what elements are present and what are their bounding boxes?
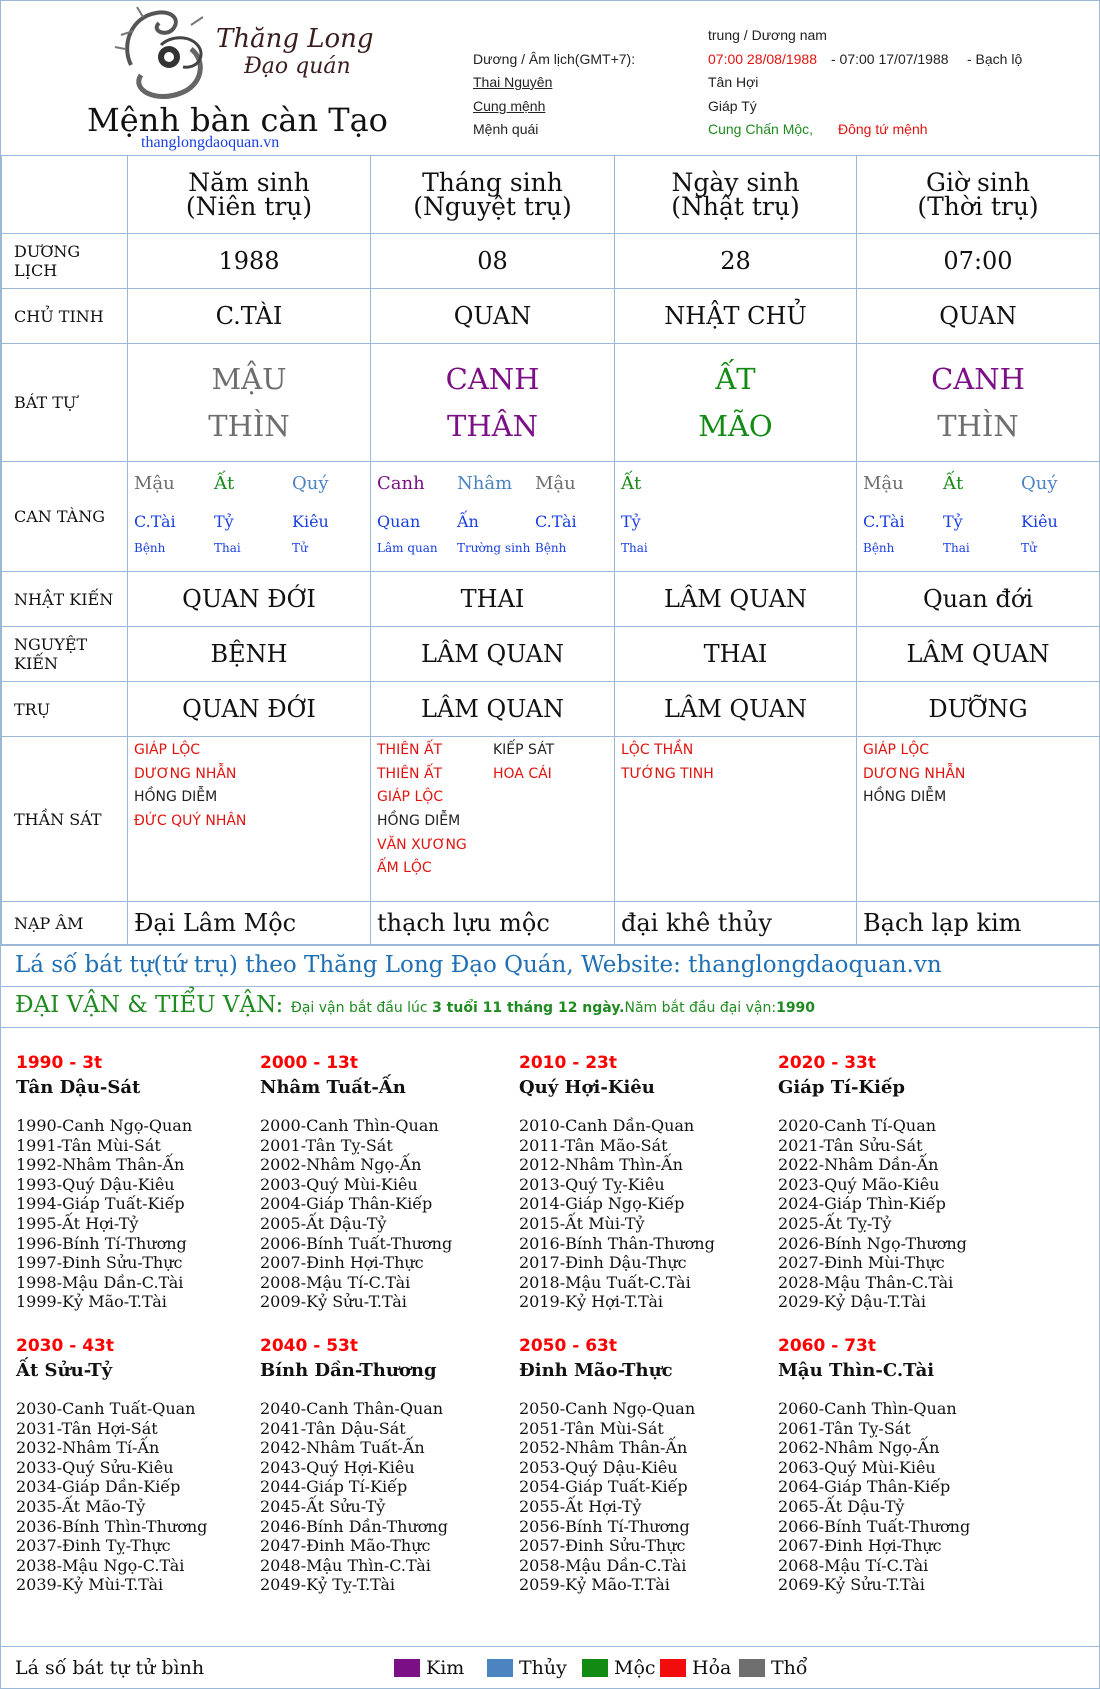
tieu-van-list xyxy=(260,1116,452,1312)
period-name: Đinh Mão-Thực xyxy=(519,1360,673,1381)
pillar-header-gio xyxy=(857,156,1100,234)
tieu-van-item: 1991-Tân Mùi-Sát xyxy=(16,1135,161,1155)
bat-tu-cell xyxy=(128,344,371,462)
tieu-van-item: 2030-Canh Tuất-Quan xyxy=(16,1399,196,1418)
tieu-van-list xyxy=(519,1399,695,1595)
dia-chi: THÌN xyxy=(937,408,1019,443)
than-sat-item: DƯƠNG NHẪN xyxy=(863,765,966,782)
tieu-van-item: 2038-Mậu Ngọ-C.Tài xyxy=(16,1555,185,1575)
can-tang-stem: Mậu xyxy=(134,472,175,494)
pillar-header-ngay xyxy=(615,156,857,234)
period-years: 2010 - 23t xyxy=(519,1053,617,1073)
than-sat-item: HỒNG DIỄM xyxy=(134,788,218,805)
pillar-header-line1: Tháng sinh xyxy=(422,167,563,197)
tieu-van-item: 2066-Bính Tuất-Thương xyxy=(778,1516,971,1536)
tieu-van-item: 2060-Canh Thìn-Quan xyxy=(778,1399,957,1418)
nguyet-kien-value: THAI xyxy=(615,627,857,682)
nhat-kien-value: Quan đới xyxy=(857,572,1100,627)
legend-label: Kim xyxy=(426,1657,465,1679)
tieu-van-item: 2006-Bính Tuất-Thương xyxy=(260,1233,453,1253)
legend-swatch-tho xyxy=(739,1659,765,1677)
dai-van-desc-text: Đại vận bắt đầu lúc xyxy=(291,1000,428,1016)
tieu-van-item: 2043-Quý Hợi-Kiêu xyxy=(260,1457,415,1477)
tieu-van-item: 2041-Tân Dậu-Sát xyxy=(260,1418,406,1438)
can-tang-god: Kiêu xyxy=(1021,511,1058,531)
thien-can: ẤT xyxy=(715,361,756,396)
tieu-van-list xyxy=(16,1116,192,1312)
period-years: 2020 - 33t xyxy=(778,1053,876,1073)
than-sat-cell xyxy=(128,737,371,902)
cung-menh-link[interactable]: Cung mệnh xyxy=(473,98,546,114)
dai-van-period xyxy=(778,1053,967,1312)
thien-can: MẬU xyxy=(211,361,287,396)
tieu-van-item: 2050-Canh Ngọ-Quan xyxy=(519,1399,696,1418)
logo-text-line2: Đạo quán xyxy=(244,54,351,79)
tieu-van-item: 2015-Ất Mùi-Tỷ xyxy=(519,1213,645,1233)
page-title: Mệnh bàn càn Tạo xyxy=(87,101,388,139)
can-tang-cell xyxy=(857,462,1100,572)
tagline-strip xyxy=(1,945,1099,986)
can-tang-stem: Quý xyxy=(292,472,329,494)
row-label: THẦN SÁT xyxy=(2,737,128,902)
tieu-van-item: 2039-Kỷ Mùi-T.Tài xyxy=(16,1575,164,1595)
tieu-van-item: 2011-Tân Mão-Sát xyxy=(519,1135,668,1155)
than-sat-row xyxy=(2,737,1100,902)
can-tang-stem: Ất xyxy=(943,472,964,494)
tieu-van-item: 2064-Giáp Thân-Kiếp xyxy=(778,1477,951,1497)
period-name: Nhâm Tuất-Ấn xyxy=(260,1077,406,1098)
period-years: 2000 - 13t xyxy=(260,1053,358,1073)
tieu-van-item: 2007-Đinh Hợi-Thực xyxy=(260,1253,424,1273)
menh-quai-label: Mệnh quái xyxy=(473,121,539,137)
nguyet-kien-value: LÂM QUAN xyxy=(371,627,615,682)
tieu-van-item: 2013-Quý Tỵ-Kiêu xyxy=(519,1174,665,1194)
can-tang-stem: Ất xyxy=(621,472,642,494)
tru-value: LÂM QUAN xyxy=(615,682,857,737)
tieu-van-item: 2042-Nhâm Tuất-Ấn xyxy=(260,1438,425,1458)
nhat-kien-value: QUAN ĐỚI xyxy=(128,572,371,627)
bach-lo-text: - Bạch lộ xyxy=(967,51,1023,67)
than-sat-item: KIẾP SÁT xyxy=(493,741,555,758)
tieu-van-item: 1998-Mậu Dần-C.Tài xyxy=(16,1272,184,1292)
can-tang-god: Kiêu xyxy=(292,511,329,531)
bat-tu-cell xyxy=(615,344,857,462)
tieu-van-item: 2057-Đinh Sửu-Thực xyxy=(519,1536,686,1556)
dai-van-heading-strip xyxy=(1,986,1099,1028)
tieu-van-item: 2018-Mậu Tuất-C.Tài xyxy=(519,1272,691,1292)
duong-lich-date: 07:00 28/08/1988 xyxy=(708,51,817,67)
can-tang-stem: Quý xyxy=(1021,472,1058,494)
pillar-header-thang xyxy=(371,156,615,234)
tieu-van-item: 2052-Nhâm Thân-Ấn xyxy=(519,1438,688,1458)
tieu-van-item: 2053-Quý Dậu-Kiêu xyxy=(519,1457,678,1477)
period-years: 2050 - 63t xyxy=(519,1336,617,1356)
place-value: Tân Hợi xyxy=(708,74,759,90)
than-sat-item: GIÁP LỘC xyxy=(377,788,444,805)
header xyxy=(1,1,1099,155)
tieu-van-item: 2044-Giáp Tí-Kiếp xyxy=(260,1477,408,1497)
pillar-header-line1: Năm sinh xyxy=(188,167,310,197)
nap-am-value: Đại Lâm Mộc xyxy=(128,902,371,945)
chu-tinh-value: QUAN xyxy=(371,289,615,344)
than-sat-item: ĐỨC QUÝ NHÂN xyxy=(134,812,247,829)
logo-text xyxy=(216,25,374,81)
tieu-van-item: 2067-Đinh Hợi-Thực xyxy=(778,1536,942,1556)
tieu-van-item: 2028-Mậu Thân-C.Tài xyxy=(778,1272,954,1292)
row-label: TRỤ xyxy=(2,682,128,737)
tru-value: QUAN ĐỚI xyxy=(128,682,371,737)
can-tang-cell xyxy=(371,462,615,572)
can-tang-cell xyxy=(615,462,857,572)
tieu-van-item: 2047-Đinh Mão-Thực xyxy=(260,1536,431,1556)
legend-label: Thủy xyxy=(519,1657,567,1679)
tieu-van-list xyxy=(260,1399,448,1595)
tieu-van-item: 2012-Nhâm Thìn-Ấn xyxy=(519,1155,683,1175)
period-years: 1990 - 3t xyxy=(16,1053,103,1073)
tieu-van-item: 2048-Mậu Thìn-C.Tài xyxy=(260,1555,431,1575)
tieu-van-item: 2004-Giáp Thân-Kiếp xyxy=(260,1194,433,1214)
tieu-van-item: 2031-Tân Hợi-Sát xyxy=(16,1418,158,1438)
than-sat-item: GIÁP LỘC xyxy=(863,741,930,758)
than-sat-cell xyxy=(615,737,857,902)
can-tang-stem: Nhâm xyxy=(457,472,513,494)
corner-cell xyxy=(2,156,128,234)
tieu-van-item: 2055-Ất Hợi-Tỷ xyxy=(519,1496,642,1516)
tieu-van-item: 2032-Nhâm Tí-Ấn xyxy=(16,1438,160,1458)
row-label: CAN TÀNG xyxy=(2,462,128,572)
can-tang-god: Tỷ xyxy=(943,511,963,531)
tieu-van-item: 2062-Nhâm Ngọ-Ấn xyxy=(778,1438,940,1458)
dai-van-period xyxy=(16,1336,207,1595)
tieu-van-item: 2051-Tân Mùi-Sát xyxy=(519,1418,664,1438)
legend-label: Thổ xyxy=(771,1657,808,1679)
tru-value: LÂM QUAN xyxy=(371,682,615,737)
tieu-van-item: 2029-Kỷ Dậu-T.Tài xyxy=(778,1292,926,1312)
than-sat-item: LỘC THẦN xyxy=(621,741,694,758)
can-tang-stage: Tử xyxy=(1021,540,1037,555)
than-sat-item: TƯỚNG TINH xyxy=(621,765,714,782)
tieu-van-item: 2033-Quý Sửu-Kiêu xyxy=(16,1457,174,1477)
menh-quai-value: Cung Chấn Mộc, xyxy=(708,121,814,137)
than-sat-item: HỒNG DIỄM xyxy=(863,788,947,805)
dia-chi: THÌN xyxy=(208,408,290,443)
can-tang-stage: Thai xyxy=(943,540,970,555)
than-sat-item: GIÁP LỘC xyxy=(134,741,201,758)
than-sat-item: HOA CÁI xyxy=(493,765,552,782)
tieu-van-item: 2068-Mậu Tí-C.Tài xyxy=(778,1555,929,1575)
place-link[interactable]: Thai Nguyên xyxy=(473,74,553,90)
can-tang-stage: Lâm quan xyxy=(377,540,438,555)
dai-van-period xyxy=(260,1336,448,1595)
can-tang-stem: Mậu xyxy=(535,472,576,494)
row-label: NẠP ÂM xyxy=(2,902,128,945)
tieu-van-item: 2065-Ất Dậu-Tỷ xyxy=(778,1496,905,1516)
tieu-van-item: 2058-Mậu Dần-C.Tài xyxy=(519,1555,687,1575)
tieu-van-item: 1995-Ất Hợi-Tỷ xyxy=(16,1213,139,1233)
can-tang-god: Tỷ xyxy=(621,511,641,531)
thien-can: CANH xyxy=(445,361,540,396)
can-tang-stem: Ất xyxy=(214,472,235,494)
am-lich-date: - 07:00 17/07/1988 xyxy=(831,51,949,67)
tieu-van-item: 2026-Bính Ngọ-Thương xyxy=(778,1233,967,1253)
tieu-van-item: 1996-Bính Tí-Thương xyxy=(16,1233,187,1253)
tieu-van-list xyxy=(778,1116,967,1312)
dong-tu-menh: Đông tứ mệnh xyxy=(838,121,928,137)
tieu-van-item: 2034-Giáp Dần-Kiếp xyxy=(16,1477,181,1497)
dia-chi: THÂN xyxy=(447,408,538,443)
tieu-van-item: 2023-Quý Mão-Kiêu xyxy=(778,1174,940,1194)
legend-swatch-moc xyxy=(582,1659,608,1677)
can-tang-stem: Canh xyxy=(377,472,425,494)
chu-tinh-value: C.TÀI xyxy=(128,289,371,344)
bat-tu-table xyxy=(1,155,1100,945)
period-name: Ất Sửu-Tỷ xyxy=(16,1360,113,1381)
chu-tinh-value: NHẬT CHỦ xyxy=(615,289,857,344)
than-sat-item: DƯƠNG NHẪN xyxy=(134,765,237,782)
tieu-van-item: 2008-Mậu Tí-C.Tài xyxy=(260,1272,411,1292)
tieu-van-item: 2021-Tân Sửu-Sát xyxy=(778,1135,923,1155)
nap-am-value: thạch lựu mộc xyxy=(371,902,615,945)
row-label: CHỦ TINH xyxy=(2,289,128,344)
can-tang-god: C.Tài xyxy=(863,511,905,531)
row-label: BÁT TỰ xyxy=(2,344,128,462)
tieu-van-item: 2054-Giáp Tuất-Kiếp xyxy=(519,1477,688,1497)
tieu-van-item: 2010-Canh Dần-Quan xyxy=(519,1116,695,1135)
gender-text: trung / Dương nam xyxy=(708,27,827,43)
dai-van-period xyxy=(519,1336,695,1595)
tieu-van-item: 2000-Canh Thìn-Quan xyxy=(260,1116,439,1135)
can-tang-god: C.Tài xyxy=(535,511,577,531)
tagline-text: Lá số bát tự(tứ trụ) theo Thăng Long Đạo Quán, Website: thanglongdaoquan.vn xyxy=(15,952,942,978)
chu-tinh-row xyxy=(2,289,1100,344)
legend-swatch-hoa xyxy=(660,1659,686,1677)
can-tang-god: Tỷ xyxy=(214,511,234,531)
than-sat-item: THIÊN ẤT xyxy=(377,741,443,758)
tru-value: DƯỠNG xyxy=(857,682,1100,737)
dai-van-period xyxy=(16,1053,192,1312)
period-years: 2030 - 43t xyxy=(16,1336,114,1356)
nguyet-kien-value: LÂM QUAN xyxy=(857,627,1100,682)
dia-chi: MÃO xyxy=(698,408,773,443)
dai-van-period xyxy=(519,1053,715,1312)
row-label: NHẬT KIẾN xyxy=(2,572,128,627)
nhat-kien-value: LÂM QUAN xyxy=(615,572,857,627)
tieu-van-item: 2059-Kỷ Mão-T.Tài xyxy=(519,1575,670,1595)
logo-text-line1: Thăng Long xyxy=(216,24,374,54)
can-tang-god: Ấn xyxy=(457,511,479,531)
than-sat-item: ẤM LỘC xyxy=(377,859,432,876)
tieu-van-item: 1992-Nhâm Thân-Ấn xyxy=(16,1155,185,1175)
dai-van-start-year: 1990 xyxy=(776,1000,816,1016)
duong-lich-value: 1988 xyxy=(128,234,371,289)
pillar-header-line2: (Nhật trụ) xyxy=(671,191,800,221)
tieu-van-item: 2022-Nhâm Dần-Ấn xyxy=(778,1155,939,1175)
can-tang-stage: Thai xyxy=(214,540,241,555)
pillar-header-line1: Giờ sinh xyxy=(926,167,1030,197)
bat-tu-cell xyxy=(371,344,615,462)
dai-van-desc-text: Năm bắt đầu đại vận: xyxy=(624,1000,777,1016)
period-name: Quý Hợi-Kiêu xyxy=(519,1077,655,1098)
tieu-van-item: 2016-Bính Thân-Thương xyxy=(519,1233,715,1253)
tieu-van-item: 2037-Đinh Tỵ-Thực xyxy=(16,1536,171,1556)
tieu-van-list xyxy=(16,1399,207,1595)
legend-bar xyxy=(1,1646,1099,1689)
pillar-header-line2: (Nguyệt trụ) xyxy=(413,191,572,221)
tieu-van-item: 2046-Bính Dần-Thương xyxy=(260,1516,448,1536)
tieu-van-item: 1999-Kỷ Mão-T.Tài xyxy=(16,1292,167,1312)
tieu-van-item: 2027-Đinh Mùi-Thực xyxy=(778,1253,945,1273)
can-tang-row xyxy=(2,462,1100,572)
period-years: 2060 - 73t xyxy=(778,1336,876,1356)
cung-menh-value: Giáp Tý xyxy=(708,98,757,114)
legend-label: Mộc xyxy=(614,1657,656,1679)
tieu-van-item: 2020-Canh Tí-Quan xyxy=(778,1116,937,1135)
pillar-header-line1: Ngày sinh xyxy=(671,167,800,197)
tieu-van-item: 2025-Ất Tỵ-Tỷ xyxy=(778,1213,892,1233)
tieu-van-list xyxy=(519,1116,715,1312)
can-tang-stage: Bệnh xyxy=(863,540,895,555)
than-sat-item: VĂN XƯƠNG xyxy=(377,836,467,853)
than-sat-cell xyxy=(857,737,1100,902)
tieu-van-item: 2014-Giáp Ngọ-Kiếp xyxy=(519,1194,685,1214)
tieu-van-item: 2002-Nhâm Ngọ-Ấn xyxy=(260,1155,422,1175)
can-tang-stage: Bệnh xyxy=(535,540,567,555)
duong-lich-row xyxy=(2,234,1100,289)
duong-lich-value: 28 xyxy=(615,234,857,289)
bat-tu-row xyxy=(2,344,1100,462)
legend-label: Hỏa xyxy=(692,1657,732,1679)
dai-van-period xyxy=(778,1336,970,1595)
tru-row xyxy=(2,682,1100,737)
tieu-van-list xyxy=(778,1399,970,1595)
period-name: Giáp Tí-Kiếp xyxy=(778,1077,905,1098)
nap-am-row xyxy=(2,902,1100,945)
tieu-van-item: 2005-Ất Dậu-Tỷ xyxy=(260,1213,387,1233)
than-sat-item: HỒNG DIỄM xyxy=(377,812,461,829)
tieu-van-item: 2045-Ất Sửu-Tỷ xyxy=(260,1496,386,1516)
can-tang-stage: Trường sinh xyxy=(457,540,531,555)
tieu-van-item: 2069-Kỷ Sửu-T.Tài xyxy=(778,1575,925,1595)
period-name: Bính Dần-Thương xyxy=(260,1360,437,1381)
duong-lich-value: 08 xyxy=(371,234,615,289)
tieu-van-item: 1990-Canh Ngọ-Quan xyxy=(16,1116,193,1135)
tieu-van-item: 2061-Tân Tỵ-Sát xyxy=(778,1418,911,1438)
than-sat-item: THIÊN ẤT xyxy=(377,765,443,782)
dai-van-description xyxy=(291,1000,815,1016)
tieu-van-item: 2003-Quý Mùi-Kiêu xyxy=(260,1174,418,1194)
tieu-van-item: 2036-Bính Thìn-Thương xyxy=(16,1516,208,1536)
thien-can: CANH xyxy=(931,361,1025,396)
dai-van-period xyxy=(260,1053,452,1312)
can-tang-god: C.Tài xyxy=(134,511,176,531)
tieu-van-item: 1994-Giáp Tuất-Kiếp xyxy=(16,1194,185,1214)
period-name: Tân Dậu-Sát xyxy=(16,1077,141,1098)
website-link[interactable]: thanglongdaoquan.vn xyxy=(141,134,280,151)
tieu-van-item: 1997-Đinh Sửu-Thực xyxy=(16,1253,183,1273)
bat-tu-cell xyxy=(857,344,1100,462)
row-label: NGUYỆT KIẾN xyxy=(2,627,128,682)
row-label: DƯƠNG LỊCH xyxy=(2,234,128,289)
pillar-header-line2: (Thời trụ) xyxy=(917,191,1039,221)
can-tang-cell xyxy=(128,462,371,572)
duong-am-label: Dương / Âm lịch(GMT+7): xyxy=(473,51,636,67)
period-name: Mậu Thìn-C.Tài xyxy=(778,1360,935,1381)
tieu-van-item: 2049-Kỷ Tỵ-T.Tài xyxy=(260,1575,396,1595)
tieu-van-item: 2019-Kỷ Hợi-T.Tài xyxy=(519,1292,664,1312)
tieu-van-item: 2017-Đinh Dậu-Thực xyxy=(519,1253,687,1273)
legend-swatch-kim xyxy=(394,1659,420,1677)
period-years: 2040 - 53t xyxy=(260,1336,358,1356)
nguyet-kien-value: BỆNH xyxy=(128,627,371,682)
tieu-van-item: 2001-Tân Tỵ-Sát xyxy=(260,1135,393,1155)
can-tang-god: Quan xyxy=(377,511,421,531)
than-sat-cell xyxy=(371,737,615,902)
can-tang-stage: Thai xyxy=(621,540,648,555)
dai-van-heading: ĐẠI VẬN & TIỂU VẬN: xyxy=(15,992,284,1018)
pillar-header-line2: (Niên trụ) xyxy=(185,191,313,221)
can-tang-stem: Mậu xyxy=(863,472,904,494)
legend-title: Lá số bát tự tử bình xyxy=(15,1657,205,1679)
tieu-van-item: 2035-Ất Mão-Tỷ xyxy=(16,1496,146,1516)
nhat-kien-row xyxy=(2,572,1100,627)
can-tang-stage: Bệnh xyxy=(134,540,166,555)
chu-tinh-value: QUAN xyxy=(857,289,1100,344)
tieu-van-item: 2040-Canh Thân-Quan xyxy=(260,1399,444,1418)
nguyet-kien-row xyxy=(2,627,1100,682)
dai-van-start-age: 3 tuổi 11 tháng 12 ngày. xyxy=(432,1000,625,1016)
tieu-van-item: 2009-Kỷ Sửu-T.Tài xyxy=(260,1292,407,1312)
pillar-header-nam xyxy=(128,156,371,234)
nap-am-value: đại khê thủy xyxy=(615,902,857,945)
nhat-kien-value: THAI xyxy=(371,572,615,627)
tieu-van-item: 2063-Quý Mùi-Kiêu xyxy=(778,1457,936,1477)
pillar-header-row xyxy=(2,156,1100,234)
legend-swatch-thuy xyxy=(487,1659,513,1677)
duong-lich-value: 07:00 xyxy=(857,234,1100,289)
tieu-van-item: 2056-Bính Tí-Thương xyxy=(519,1516,690,1536)
tieu-van-item: 1993-Quý Dậu-Kiêu xyxy=(16,1174,175,1194)
can-tang-stage: Tử xyxy=(292,540,308,555)
tieu-van-item: 2024-Giáp Thìn-Kiếp xyxy=(778,1194,946,1214)
nap-am-value: Bạch lạp kim xyxy=(857,902,1100,945)
